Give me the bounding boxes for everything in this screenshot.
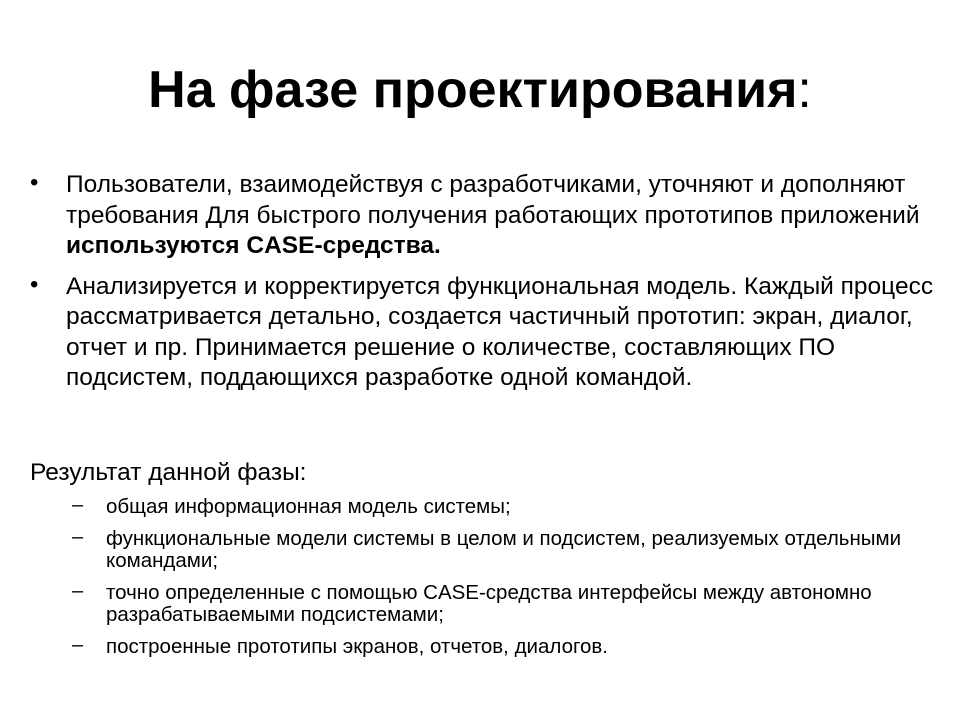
sub-item (72, 582, 932, 626)
result-heading: Результат данной фазы: (30, 459, 307, 486)
slide-title-colon: : (797, 61, 812, 119)
dash-marker: – (72, 494, 84, 516)
slide-title-text: На фазе проектирования (148, 61, 798, 119)
bullet-marker: • (30, 169, 39, 196)
sub-item (72, 636, 932, 658)
bullet-text-bold: используются CASE-средства. (66, 232, 441, 259)
dash-marker: – (72, 580, 84, 602)
bullet-item (28, 272, 938, 394)
sub-item-text: функциональные модели системы в целом и подсистем, реализуемых отдельными командами; (106, 527, 902, 572)
dash-marker: – (72, 526, 84, 548)
sub-item-text: построенные прототипы экранов, отчетов, диалогов. (106, 635, 608, 658)
dash-marker: – (72, 634, 84, 656)
bullet-text: Пользователи, взаимодействуя с разработчиками, уточняют и дополняют требования Для быстрого получения работающих прототипов приложений (66, 171, 920, 229)
bullet-text: Анализируется и корректируется функциональная модель. Каждый процесс рассматривается детально, создается частичный прототип: экран, диалог, отчет и пр. Принимается решение о количестве, составляющих ПО подсистем, поддающихся разработке одной командой. (66, 272, 934, 391)
sub-item-text: общая информационная модель системы; (106, 495, 511, 518)
sub-item-text: точно определенные с помощью CASE-средства интерфейсы между автономно разрабатываемыми подсистемами; (106, 581, 872, 626)
bullet-item (28, 170, 938, 262)
bullet-marker: • (30, 270, 39, 298)
bullet-list (28, 170, 938, 404)
sub-item (72, 528, 932, 572)
slide-title (0, 58, 960, 122)
sub-item (72, 496, 932, 518)
sub-item-list (72, 496, 932, 668)
